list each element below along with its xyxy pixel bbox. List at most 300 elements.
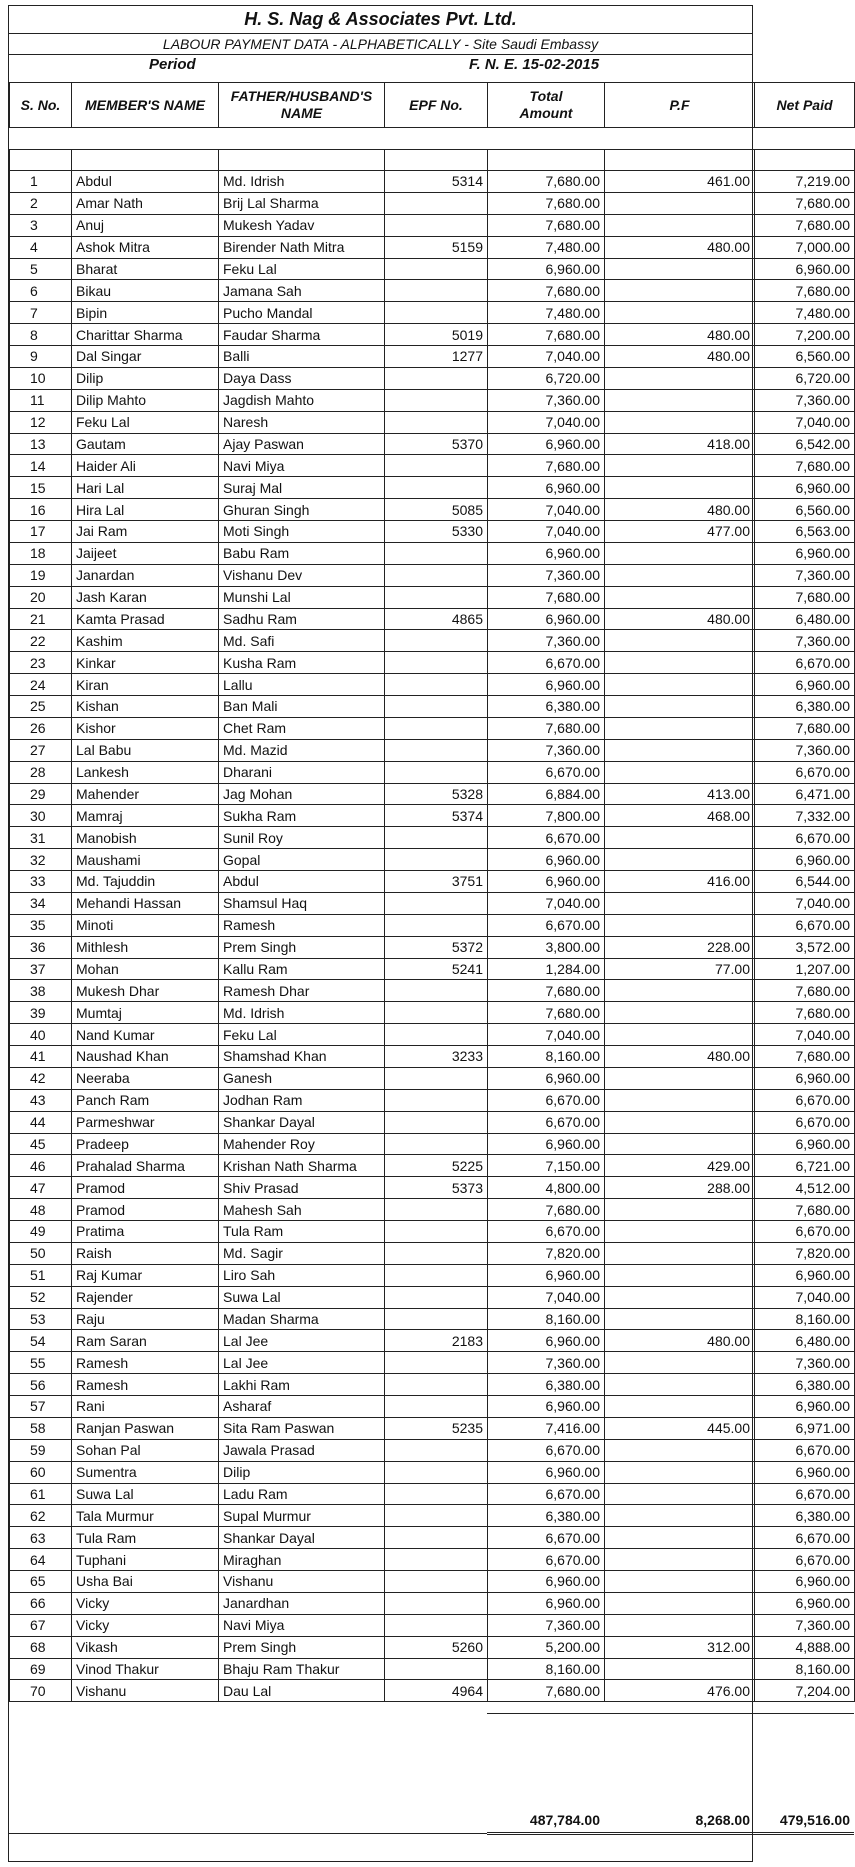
row-father-name: Vishanu Dev xyxy=(219,564,385,586)
row-father-name: Shiv Prasad xyxy=(219,1177,385,1199)
pf-sum: 8,268.00 xyxy=(604,1714,754,1834)
row-pf: 461.00 xyxy=(605,171,755,193)
row-epf-no xyxy=(385,411,488,433)
row-net-paid: 7,200.00 xyxy=(755,324,855,346)
row-epf-no xyxy=(385,1111,488,1133)
table-row xyxy=(10,696,855,718)
row-pf xyxy=(605,717,755,739)
row-net-paid: 6,960.00 xyxy=(755,674,855,696)
row-epf-no xyxy=(385,1549,488,1571)
row-epf-no xyxy=(385,389,488,411)
row-sno: 13 xyxy=(10,433,72,455)
row-epf-no: 5372 xyxy=(385,936,488,958)
row-net-paid: 7,040.00 xyxy=(755,892,855,914)
row-father-name: Asharaf xyxy=(219,1396,385,1418)
row-total-amount: 6,670.00 xyxy=(488,1089,605,1111)
row-father-name: Dau Lal xyxy=(219,1680,385,1702)
row-sno: 27 xyxy=(10,739,72,761)
row-net-paid: 7,040.00 xyxy=(755,1024,855,1046)
row-net-paid: 7,040.00 xyxy=(755,1286,855,1308)
row-sno: 36 xyxy=(10,936,72,958)
row-net-paid: 6,670.00 xyxy=(755,827,855,849)
row-father-name: Sadhu Ram xyxy=(219,608,385,630)
row-sno: 53 xyxy=(10,1308,72,1330)
row-net-paid: 7,820.00 xyxy=(755,1242,855,1264)
row-net-paid: 7,360.00 xyxy=(755,739,855,761)
row-total-amount: 7,680.00 xyxy=(488,717,605,739)
row-father-name: Naresh xyxy=(219,411,385,433)
row-net-paid: 7,360.00 xyxy=(755,564,855,586)
row-sno: 30 xyxy=(10,805,72,827)
row-member-name: Ram Saran xyxy=(72,1330,219,1352)
row-pf xyxy=(605,1089,755,1111)
row-member-name: Ashok Mitra xyxy=(72,236,219,258)
row-pf xyxy=(605,1111,755,1133)
row-epf-no xyxy=(385,696,488,718)
row-epf-no xyxy=(385,827,488,849)
row-net-paid: 6,471.00 xyxy=(755,783,855,805)
row-net-paid: 6,380.00 xyxy=(755,1374,855,1396)
row-epf-no xyxy=(385,1221,488,1243)
row-sno: 6 xyxy=(10,280,72,302)
row-total-amount: 6,380.00 xyxy=(488,696,605,718)
row-member-name: Sohan Pal xyxy=(72,1439,219,1461)
row-pf xyxy=(605,1286,755,1308)
row-epf-no xyxy=(385,1024,488,1046)
table-row xyxy=(10,499,855,521)
row-sno: 70 xyxy=(10,1680,72,1702)
row-total-amount: 3,800.00 xyxy=(488,936,605,958)
row-total-amount: 6,670.00 xyxy=(488,827,605,849)
row-sno: 48 xyxy=(10,1199,72,1221)
row-total-amount: 6,960.00 xyxy=(488,608,605,630)
period-label: Period xyxy=(149,56,196,73)
row-pf: 480.00 xyxy=(605,1046,755,1068)
table-row xyxy=(10,477,855,499)
row-total-amount: 1,284.00 xyxy=(488,958,605,980)
row-sno: 33 xyxy=(10,871,72,893)
net-paid-sum: 479,516.00 xyxy=(754,1714,854,1834)
row-pf xyxy=(605,980,755,1002)
row-sno: 1 xyxy=(10,171,72,193)
row-member-name: Kashim xyxy=(72,630,219,652)
row-sno: 54 xyxy=(10,1330,72,1352)
row-net-paid: 7,360.00 xyxy=(755,389,855,411)
row-total-amount: 7,480.00 xyxy=(488,236,605,258)
row-net-paid: 6,670.00 xyxy=(755,1549,855,1571)
row-epf-no xyxy=(385,280,488,302)
row-epf-no xyxy=(385,717,488,739)
row-net-paid: 6,971.00 xyxy=(755,1417,855,1439)
row-total-amount: 6,960.00 xyxy=(488,433,605,455)
row-epf-no xyxy=(385,1002,488,1024)
row-epf-no xyxy=(385,302,488,324)
row-total-amount: 7,680.00 xyxy=(488,1002,605,1024)
table-row xyxy=(10,608,855,630)
row-pf: 477.00 xyxy=(605,521,755,543)
row-member-name: Rajender xyxy=(72,1286,219,1308)
row-sno: 4 xyxy=(10,236,72,258)
row-member-name: Hira Lal xyxy=(72,499,219,521)
row-sno: 67 xyxy=(10,1614,72,1636)
row-net-paid: 6,960.00 xyxy=(755,477,855,499)
row-net-paid: 6,670.00 xyxy=(755,1221,855,1243)
row-epf-no: 5241 xyxy=(385,958,488,980)
row-pf xyxy=(605,652,755,674)
row-pf xyxy=(605,455,755,477)
row-member-name: Nand Kumar xyxy=(72,1024,219,1046)
table-row xyxy=(10,1549,855,1571)
row-sno: 45 xyxy=(10,1133,72,1155)
row-father-name: Ramesh xyxy=(219,914,385,936)
row-member-name: Mumtaj xyxy=(72,1002,219,1024)
row-net-paid: 6,960.00 xyxy=(755,542,855,564)
row-pf xyxy=(605,1483,755,1505)
row-member-name: Neeraba xyxy=(72,1067,219,1089)
row-pf: 228.00 xyxy=(605,936,755,958)
table-row xyxy=(10,1505,855,1527)
table-row xyxy=(10,1483,855,1505)
row-pf: 77.00 xyxy=(605,958,755,980)
table-row xyxy=(10,1242,855,1264)
table-row xyxy=(10,805,855,827)
header-total-amount: Total Amount xyxy=(488,83,605,128)
row-member-name: Mithlesh xyxy=(72,936,219,958)
row-pf: 429.00 xyxy=(605,1155,755,1177)
row-pf xyxy=(605,914,755,936)
row-sno: 37 xyxy=(10,958,72,980)
row-epf-no xyxy=(385,1199,488,1221)
row-member-name: Bipin xyxy=(72,302,219,324)
row-epf-no xyxy=(385,1614,488,1636)
table-row xyxy=(10,1374,855,1396)
row-father-name: Jag Mohan xyxy=(219,783,385,805)
row-total-amount: 6,720.00 xyxy=(488,367,605,389)
row-total-amount: 7,360.00 xyxy=(488,739,605,761)
row-epf-no xyxy=(385,652,488,674)
row-sno: 18 xyxy=(10,542,72,564)
row-total-amount: 7,040.00 xyxy=(488,411,605,433)
row-net-paid: 6,480.00 xyxy=(755,608,855,630)
row-total-amount: 7,040.00 xyxy=(488,1286,605,1308)
row-pf xyxy=(605,849,755,871)
row-pf xyxy=(605,564,755,586)
table-row xyxy=(10,630,855,652)
row-total-amount: 7,680.00 xyxy=(488,171,605,193)
row-pf: 288.00 xyxy=(605,1177,755,1199)
header-pf: P.F xyxy=(605,83,755,128)
row-member-name: Pramod xyxy=(72,1177,219,1199)
company-name: H. S. Nag & Associates Pvt. Ltd. xyxy=(244,9,517,29)
row-father-name: Sukha Ram xyxy=(219,805,385,827)
row-pf: 445.00 xyxy=(605,1417,755,1439)
row-sno: 15 xyxy=(10,477,72,499)
row-member-name: Ranjan Paswan xyxy=(72,1417,219,1439)
row-father-name: Ajay Paswan xyxy=(219,433,385,455)
row-total-amount: 6,960.00 xyxy=(488,674,605,696)
blank-row xyxy=(10,150,855,171)
row-sno: 42 xyxy=(10,1067,72,1089)
row-total-amount: 8,160.00 xyxy=(488,1658,605,1680)
row-epf-no xyxy=(385,1374,488,1396)
row-member-name: Bharat xyxy=(72,258,219,280)
row-epf-no: 1277 xyxy=(385,346,488,368)
row-father-name: Ghuran Singh xyxy=(219,499,385,521)
table-row xyxy=(10,1133,855,1155)
row-sno: 47 xyxy=(10,1177,72,1199)
row-net-paid: 6,960.00 xyxy=(755,1461,855,1483)
row-sno: 63 xyxy=(10,1527,72,1549)
row-net-paid: 7,680.00 xyxy=(755,586,855,608)
row-pf xyxy=(605,761,755,783)
row-sno: 9 xyxy=(10,346,72,368)
row-pf xyxy=(605,1067,755,1089)
row-pf xyxy=(605,280,755,302)
table-row xyxy=(10,1177,855,1199)
row-member-name: Jai Ram xyxy=(72,521,219,543)
row-pf xyxy=(605,1439,755,1461)
row-father-name: Lallu xyxy=(219,674,385,696)
row-epf-no: 5260 xyxy=(385,1636,488,1658)
row-net-paid: 7,360.00 xyxy=(755,630,855,652)
row-net-paid: 6,670.00 xyxy=(755,652,855,674)
row-pf xyxy=(605,674,755,696)
row-sno: 31 xyxy=(10,827,72,849)
row-pf xyxy=(605,411,755,433)
payment-sheet xyxy=(8,5,850,1862)
row-father-name: Birender Nath Mitra xyxy=(219,236,385,258)
row-pf xyxy=(605,1571,755,1593)
row-pf xyxy=(605,739,755,761)
row-epf-no xyxy=(385,980,488,1002)
row-total-amount: 7,680.00 xyxy=(488,1199,605,1221)
row-epf-no xyxy=(385,1592,488,1614)
row-epf-no xyxy=(385,761,488,783)
table-row xyxy=(10,521,855,543)
row-member-name: Mukesh Dhar xyxy=(72,980,219,1002)
row-net-paid: 6,960.00 xyxy=(755,1133,855,1155)
row-father-name: Moti Singh xyxy=(219,521,385,543)
table-row xyxy=(10,1592,855,1614)
row-sno: 57 xyxy=(10,1396,72,1418)
row-total-amount: 6,884.00 xyxy=(488,783,605,805)
row-total-amount: 6,960.00 xyxy=(488,1571,605,1593)
row-total-amount: 6,670.00 xyxy=(488,652,605,674)
row-member-name: Sumentra xyxy=(72,1461,219,1483)
row-sno: 22 xyxy=(10,630,72,652)
row-father-name: Jawala Prasad xyxy=(219,1439,385,1461)
row-epf-no xyxy=(385,1439,488,1461)
row-pf: 480.00 xyxy=(605,1330,755,1352)
row-epf-no xyxy=(385,192,488,214)
table-row xyxy=(10,171,855,193)
row-sno: 61 xyxy=(10,1483,72,1505)
row-pf xyxy=(605,630,755,652)
row-member-name: Charittar Sharma xyxy=(72,324,219,346)
row-sno: 46 xyxy=(10,1155,72,1177)
row-net-paid: 7,000.00 xyxy=(755,236,855,258)
row-father-name: Suwa Lal xyxy=(219,1286,385,1308)
row-member-name: Vikash xyxy=(72,1636,219,1658)
row-member-name: Janardan xyxy=(72,564,219,586)
row-epf-no xyxy=(385,214,488,236)
table-row xyxy=(10,1439,855,1461)
row-epf-no xyxy=(385,1242,488,1264)
row-total-amount: 7,480.00 xyxy=(488,302,605,324)
row-member-name: Manobish xyxy=(72,827,219,849)
table-row xyxy=(10,1614,855,1636)
row-pf xyxy=(605,1505,755,1527)
row-sno: 11 xyxy=(10,389,72,411)
row-father-name: Abdul xyxy=(219,871,385,893)
row-epf-no xyxy=(385,630,488,652)
divider xyxy=(9,33,752,34)
row-total-amount: 7,040.00 xyxy=(488,892,605,914)
row-epf-no xyxy=(385,1571,488,1593)
row-epf-no: 4865 xyxy=(385,608,488,630)
row-epf-no: 5159 xyxy=(385,236,488,258)
header-epf: EPF No. xyxy=(385,83,488,128)
row-net-paid: 6,544.00 xyxy=(755,871,855,893)
row-member-name: Haider Ali xyxy=(72,455,219,477)
row-sno: 19 xyxy=(10,564,72,586)
row-net-paid: 6,670.00 xyxy=(755,1439,855,1461)
row-net-paid: 8,160.00 xyxy=(755,1658,855,1680)
row-member-name: Gautam xyxy=(72,433,219,455)
row-total-amount: 7,680.00 xyxy=(488,1680,605,1702)
row-father-name: Md. Mazid xyxy=(219,739,385,761)
row-father-name: Shamsul Haq xyxy=(219,892,385,914)
row-sno: 44 xyxy=(10,1111,72,1133)
row-member-name: Md. Tajuddin xyxy=(72,871,219,893)
row-pf xyxy=(605,477,755,499)
row-net-paid: 7,680.00 xyxy=(755,455,855,477)
row-member-name: Raju xyxy=(72,1308,219,1330)
row-sno: 34 xyxy=(10,892,72,914)
row-pf xyxy=(605,1396,755,1418)
row-member-name: Pratima xyxy=(72,1221,219,1243)
row-pf xyxy=(605,1024,755,1046)
table-row xyxy=(10,1658,855,1680)
row-net-paid: 7,680.00 xyxy=(755,280,855,302)
row-pf: 480.00 xyxy=(605,236,755,258)
row-net-paid: 6,720.00 xyxy=(755,367,855,389)
row-father-name: Md. Idrish xyxy=(219,171,385,193)
row-sno: 32 xyxy=(10,849,72,871)
row-sno: 65 xyxy=(10,1571,72,1593)
row-pf xyxy=(605,302,755,324)
row-total-amount: 6,960.00 xyxy=(488,477,605,499)
row-epf-no xyxy=(385,1527,488,1549)
row-total-amount: 6,960.00 xyxy=(488,1067,605,1089)
row-pf xyxy=(605,389,755,411)
row-father-name: Feku Lal xyxy=(219,1024,385,1046)
row-member-name: Kamta Prasad xyxy=(72,608,219,630)
row-sno: 21 xyxy=(10,608,72,630)
row-member-name: Vishanu xyxy=(72,1680,219,1702)
row-pf: 418.00 xyxy=(605,433,755,455)
row-member-name: Vinod Thakur xyxy=(72,1658,219,1680)
row-total-amount: 6,960.00 xyxy=(488,542,605,564)
row-sno: 50 xyxy=(10,1242,72,1264)
table-row xyxy=(10,739,855,761)
row-epf-no xyxy=(385,1286,488,1308)
row-epf-no: 5330 xyxy=(385,521,488,543)
period-value: F. N. E. 15-02-2015 xyxy=(469,56,600,73)
row-epf-no xyxy=(385,586,488,608)
row-total-amount: 7,680.00 xyxy=(488,280,605,302)
row-net-paid: 7,680.00 xyxy=(755,1046,855,1068)
row-member-name: Kishan xyxy=(72,696,219,718)
row-pf xyxy=(605,892,755,914)
table-row xyxy=(10,1308,855,1330)
row-total-amount: 6,670.00 xyxy=(488,914,605,936)
table-row xyxy=(10,783,855,805)
table-row xyxy=(10,1024,855,1046)
row-total-amount: 6,960.00 xyxy=(488,1330,605,1352)
row-father-name: Feku Lal xyxy=(219,258,385,280)
row-epf-no xyxy=(385,914,488,936)
row-father-name: Sita Ram Paswan xyxy=(219,1417,385,1439)
table-row xyxy=(10,1527,855,1549)
table-row xyxy=(10,980,855,1002)
row-total-amount: 7,680.00 xyxy=(488,192,605,214)
row-total-amount: 7,680.00 xyxy=(488,214,605,236)
row-epf-no xyxy=(385,1352,488,1374)
table-row xyxy=(10,1396,855,1418)
row-total-amount: 7,360.00 xyxy=(488,564,605,586)
table-row xyxy=(10,1199,855,1221)
row-epf-no xyxy=(385,1264,488,1286)
row-member-name: Naushad Khan xyxy=(72,1046,219,1068)
row-pf xyxy=(605,1374,755,1396)
table-row xyxy=(10,1571,855,1593)
row-pf xyxy=(605,542,755,564)
row-father-name: Lal Jee xyxy=(219,1352,385,1374)
row-sno: 14 xyxy=(10,455,72,477)
table-row xyxy=(10,214,855,236)
row-total-amount: 7,680.00 xyxy=(488,455,605,477)
row-father-name: Krishan Nath Sharma xyxy=(219,1155,385,1177)
table-row xyxy=(10,586,855,608)
row-member-name: Rani xyxy=(72,1396,219,1418)
table-row xyxy=(10,564,855,586)
row-pf: 480.00 xyxy=(605,346,755,368)
row-net-paid: 6,670.00 xyxy=(755,1111,855,1133)
row-pf xyxy=(605,258,755,280)
total-amount-sum: 487,784.00 xyxy=(487,1714,604,1834)
row-pf xyxy=(605,1461,755,1483)
row-pf xyxy=(605,1242,755,1264)
table-row xyxy=(10,1417,855,1439)
row-member-name: Parmeshwar xyxy=(72,1111,219,1133)
row-total-amount: 6,380.00 xyxy=(488,1505,605,1527)
row-sno: 43 xyxy=(10,1089,72,1111)
table-row xyxy=(10,1111,855,1133)
row-total-amount: 7,360.00 xyxy=(488,1614,605,1636)
row-epf-no xyxy=(385,1461,488,1483)
row-member-name: Panch Ram xyxy=(72,1089,219,1111)
row-net-paid: 6,480.00 xyxy=(755,1330,855,1352)
row-sno: 35 xyxy=(10,914,72,936)
row-father-name: Madan Sharma xyxy=(219,1308,385,1330)
row-total-amount: 7,680.00 xyxy=(488,980,605,1002)
row-pf: 468.00 xyxy=(605,805,755,827)
row-pf: 413.00 xyxy=(605,783,755,805)
row-total-amount: 6,960.00 xyxy=(488,849,605,871)
report-title: LABOUR PAYMENT DATA - ALPHABETICALLY - Site Saudi Embassy xyxy=(162,36,599,52)
row-pf xyxy=(605,1199,755,1221)
